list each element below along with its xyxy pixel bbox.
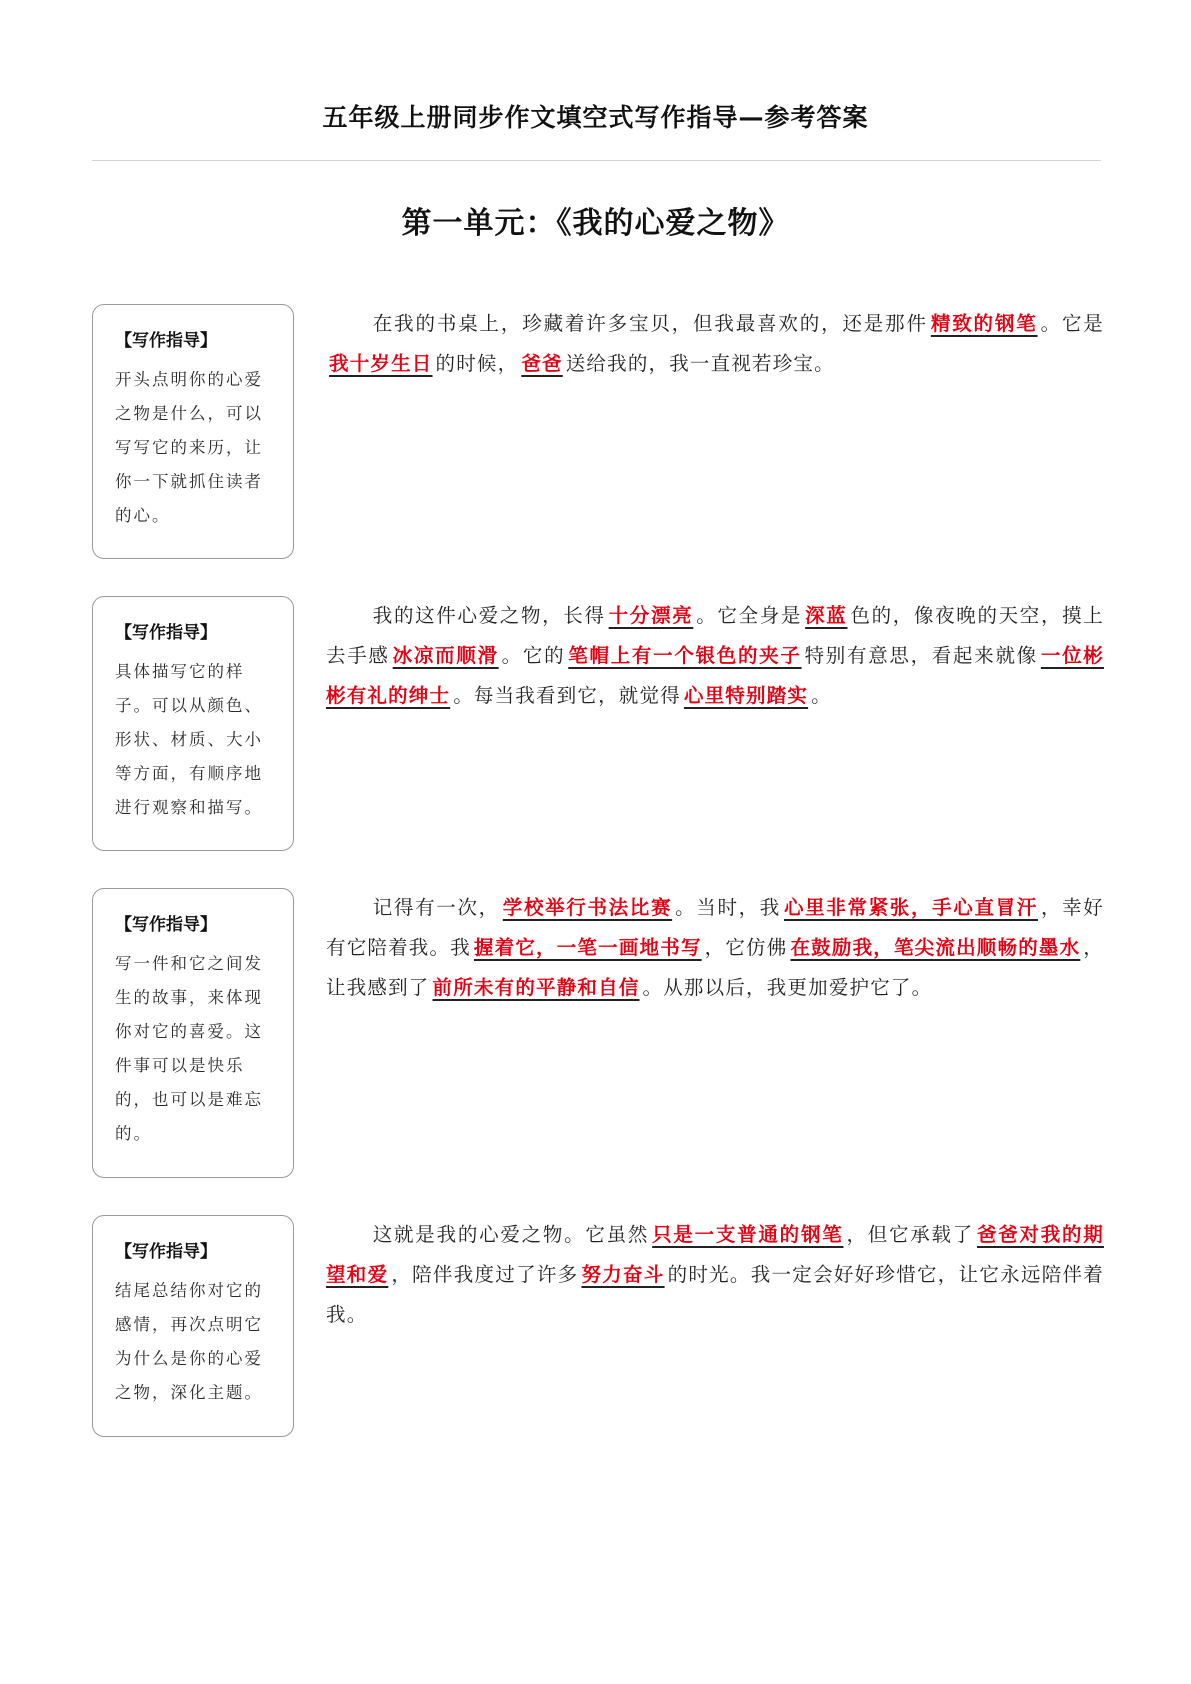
paragraph-text: 。它是 — [1040, 312, 1104, 335]
answer-blank: 笔帽上有一个银色的夹子 — [568, 644, 802, 667]
paragraph-text: 特别有意思，看起来就像 — [804, 644, 1038, 667]
paragraph-text: 记得有一次， — [372, 896, 500, 919]
unit-title: 第一单元：《我的心爱之物》 — [401, 206, 790, 241]
paragraph-text: ，幸好有它陪着我。我 — [326, 896, 1104, 959]
answer-blank: 握着它，一笔一画地书写 — [473, 936, 702, 959]
paragraph-text: 在我的书桌上，珍藏着许多宝贝，但我最喜欢的，还是那件 — [372, 312, 928, 335]
paragraph-text: 。它全身是 — [696, 604, 803, 627]
paragraph-text: 送给我的，我一直视若珍宝。 — [565, 352, 835, 375]
answer-blank: 一位彬彬有礼的绅士 — [326, 644, 1104, 707]
essay-paragraph-2 — [326, 596, 1104, 716]
paragraph-text: 。它的 — [501, 644, 566, 667]
answer-blank: 努力奋斗 — [581, 1263, 665, 1286]
writing-guide-text: 开头点明你的心爱之物是什么，可以写写它的来历，让你一下就抓住读者的心。 — [115, 370, 263, 525]
writing-guide-title: 【写作指导】 — [115, 331, 217, 351]
paragraph-text: 色的，像夜晚的天空，摸上去手感 — [326, 604, 1104, 667]
answer-blank: 我十岁生日 — [329, 352, 433, 375]
paragraph-text: 。当时，我 — [675, 896, 781, 919]
answer-blank: 深蓝 — [805, 604, 848, 627]
answer-blank: 爸爸对我的期望和爱 — [326, 1223, 1104, 1286]
writing-guide-box-4 — [92, 1215, 294, 1437]
document-header-title: 五年级上册同步作文填空式写作指导—参考答案 — [322, 103, 869, 132]
answer-blank: 冰凉而顺滑 — [392, 644, 499, 667]
writing-guide-text: 具体描写它的样子。可以从颜色、形状、材质、大小等方面，有顺序地进行观察和描写。 — [115, 662, 263, 817]
paragraph-text: 这就是我的心爱之物。它虽然 — [372, 1223, 650, 1246]
answer-blank: 十分漂亮 — [608, 604, 694, 627]
paragraph-text: 的时候， — [435, 352, 519, 375]
writing-guide-title: 【写作指导】 — [115, 623, 217, 643]
essay-paragraph-3 — [326, 888, 1104, 1008]
paragraph-text: ，它仿佛 — [704, 936, 788, 959]
essay-paragraph-1 — [326, 304, 1104, 384]
writing-guide-title: 【写作指导】 — [115, 915, 217, 935]
answer-blank: 精致的钢笔 — [930, 312, 1038, 335]
answer-blank: 前所未有的平静和自信 — [432, 976, 640, 999]
writing-guide-text: 结尾总结你对它的感情，再次点明它为什么是你的心爱之物，深化主题。 — [115, 1281, 263, 1402]
paragraph-text: 。从那以后，我更加爱护它了。 — [642, 976, 933, 999]
writing-guide-text: 写一件和它之间发生的故事，来体现你对它的喜爱。这件事可以是快乐的，也可以是难忘的。 — [115, 954, 263, 1143]
paragraph-text: ，让我感到了 — [326, 936, 1104, 999]
answer-blank: 学校举行书法比赛 — [502, 896, 673, 919]
writing-guide-box-1 — [92, 304, 294, 559]
paragraph-text: ，陪伴我度过了许多 — [391, 1263, 579, 1286]
writing-guide-box-3 — [92, 888, 294, 1178]
answer-blank: 在鼓励我，笔尖流出顺畅的墨水 — [790, 936, 1081, 959]
answer-blank: 心里非常紧张，手心直冒汗 — [783, 896, 1038, 919]
answer-blank: 心里特别踏实 — [683, 684, 809, 707]
paragraph-text: 。每当我看到它，就觉得 — [453, 684, 681, 707]
essay-paragraph-4 — [326, 1215, 1104, 1335]
paragraph-text: ，但它承载了 — [846, 1223, 974, 1246]
header-divider — [92, 160, 1101, 161]
answer-blank: 只是一支普通的钢笔 — [652, 1223, 844, 1246]
answer-blank: 爸爸 — [521, 352, 563, 375]
writing-guide-title: 【写作指导】 — [115, 1242, 217, 1262]
paragraph-text: 我的这件心爱之物，长得 — [372, 604, 606, 627]
paragraph-text: 。 — [811, 684, 832, 707]
writing-guide-box-2 — [92, 596, 294, 851]
paragraph-text: 的时光。我一定会好好珍惜它，让它永远陪伴着我。 — [326, 1263, 1104, 1326]
